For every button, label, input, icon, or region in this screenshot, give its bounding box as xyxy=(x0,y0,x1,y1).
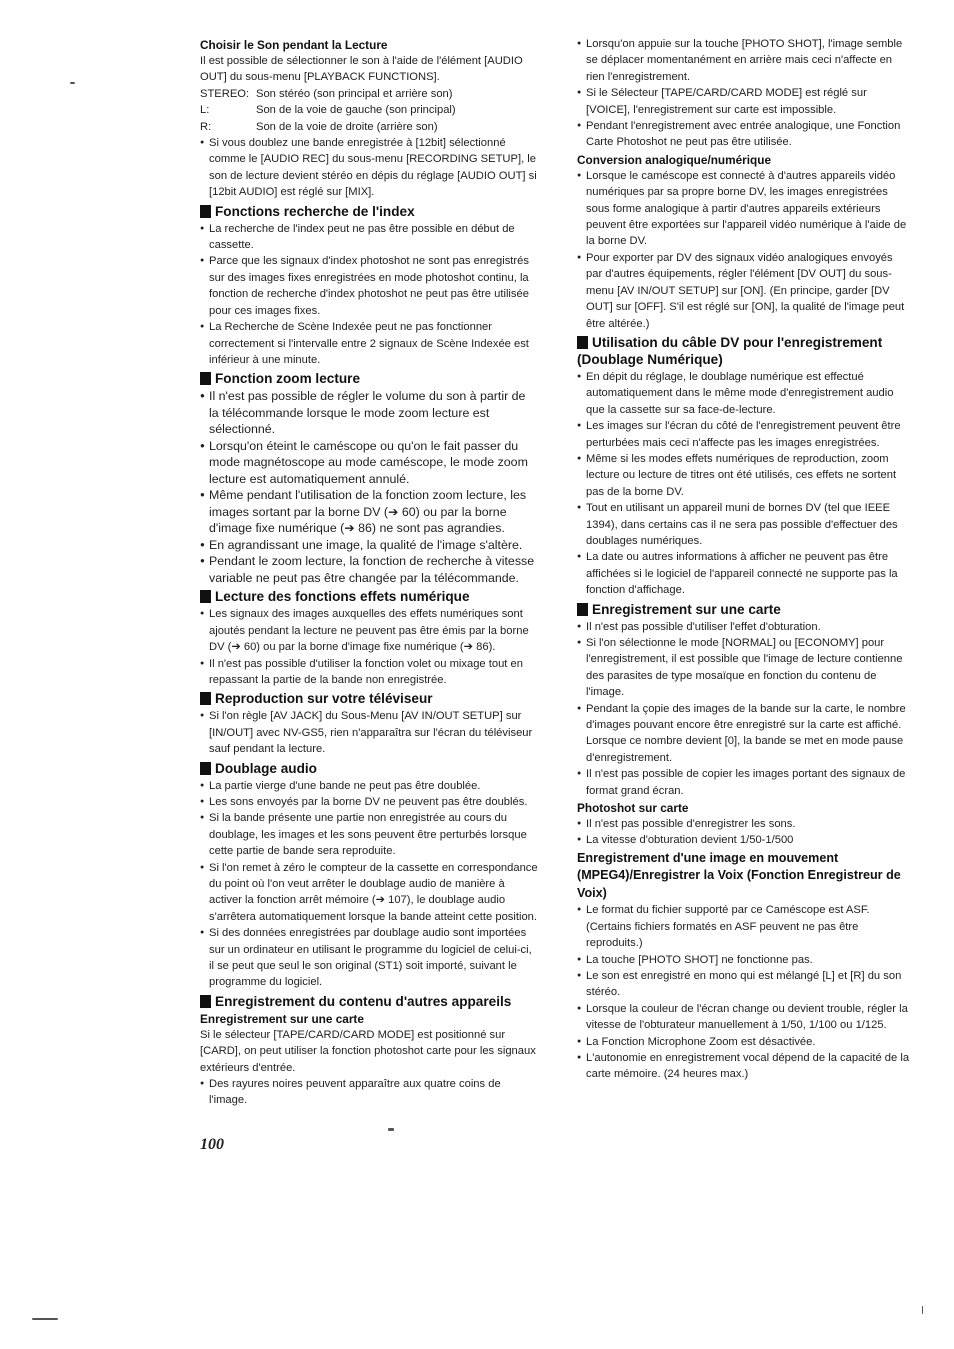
bullet-item: ● La partie vierge d'une bande ne peut pas être doublée. xyxy=(200,778,538,794)
section-intro: Il est possible de sélectionner le son à l'aide de l'élément [AUDIO OUT] du sous-menu [PLAYBACK FUNCTIONS]. xyxy=(200,55,523,84)
bullet-item: ● Même si les modes effets numériques de reproduction, zoom lecture ou lecture de titres ont été utilisés, ces effets ne sortent pas de la borne DV. xyxy=(577,451,911,500)
bullet-item: ● Il n'est pas possible de régler le volume du son à partir de la télécommande lorsque le mode zoom lecture est sélectionné. xyxy=(200,388,538,438)
bullet-item: ● La Fonction Microphone Zoom est désactivée. xyxy=(577,1034,911,1050)
section-subtitle: Conversion analogique/numérique xyxy=(577,152,772,167)
section-heading xyxy=(200,993,538,1010)
section-heading xyxy=(200,760,538,777)
bullet-item: ● La touche [PHOTO SHOT] ne fonctionne pas. xyxy=(577,952,911,968)
section-mpeg4-voice xyxy=(577,850,911,1083)
section-heading xyxy=(577,334,911,368)
bullet-item: ● Si l'on sélectionne le mode [NORMAL] ou [ECONOMY] pour l'enregistrement, il est possible que l'image de lecture contienne des parasites de type mosaïque en fonction du contenu de l'image. xyxy=(577,635,911,701)
bullet-list xyxy=(200,778,538,991)
square-bullet-icon xyxy=(577,603,588,616)
section-title: Doublage audio xyxy=(215,760,317,776)
left-column xyxy=(200,36,538,1109)
bullet-item: ● En dépit du réglage, le doublage numérique est effectué automatiquement dans le même mode d'enregistrement audio que la cassette sur sa face-de-lecture. xyxy=(577,369,911,418)
section-dv-cable-dubbing xyxy=(577,334,911,599)
section-heading xyxy=(200,203,538,220)
section-audio-dubbing xyxy=(200,760,538,991)
bullet-list xyxy=(200,606,538,688)
section-subtitle: Enregistrement d'une image en mouvement (MPEG4)/Enregistrer la Voix (Fonction Enregistreur de Voix) xyxy=(577,850,901,900)
section-card-recording xyxy=(577,601,911,799)
section-heading xyxy=(200,370,538,387)
bullet-item: ● La Recherche de Scène Indexée peut ne pas fonctionner correctement si l'intervalle entre 2 signaux de Scène Indexée est inférieur à une minute. xyxy=(200,319,538,368)
square-bullet-icon xyxy=(200,590,211,603)
bullet-list xyxy=(577,902,911,1082)
section-title: Reproduction sur votre téléviseur xyxy=(215,691,433,707)
definition-value: Son de la voie de droite (arrière son) xyxy=(256,120,438,133)
bullet-item: ● Tout en utilisant un appareil muni de bornes DV (tel que IEEE 1394), dans certains cas il ne sera pas possible d'effectuer des doublages numériques. xyxy=(577,500,911,549)
definition-row xyxy=(200,119,538,135)
square-bullet-icon xyxy=(200,995,211,1008)
page-number: 100 xyxy=(200,1136,224,1153)
bullet-item: ● Si vous doublez une bande enregistrée à [12bit] sélectionné comme le [AUDIO REC] du sous-menu [RECORDING SETUP], le son de lecture devient stéréo en dépis du réglage [AUDIO OUT] si [12bit AUDIO] est réglé sur [MIX]. xyxy=(200,135,538,201)
bullet-item: ● Lorsque la couleur de l'écran change ou devient trouble, régler la vitesse de l'obturateur manuellement à 1/50, 1/100 ou 1/125. xyxy=(577,1001,911,1034)
bullet-item: ● Il n'est pas possible de copier les images portant des signaux de format grand écran. xyxy=(577,766,911,799)
definition-key: STEREO: xyxy=(200,87,250,100)
bullet-list xyxy=(577,36,911,151)
bullet-list xyxy=(577,816,911,849)
bullet-item: ● Les sons envoyés par la borne DV ne peuvent pas être doublés. xyxy=(200,794,538,810)
section-title: Fonctions recherche de l'index xyxy=(215,203,415,219)
section-index-search xyxy=(200,203,538,369)
bullet-item: ● Si la bande présente une partie non enregistrée au cours du doublage, les images et les sons peuvent être perturbés lorsque cette partie de bande sera reproduite. xyxy=(200,810,538,859)
definition-value: Son de la voie de gauche (son principal) xyxy=(256,104,456,117)
bullet-item: ● En agrandissant une image, la qualité de l'image s'altère. xyxy=(200,537,538,554)
definition-key: R: xyxy=(200,120,212,133)
bullet-list xyxy=(200,388,538,586)
bullet-list xyxy=(200,708,538,757)
section-subtitle: Enregistrement sur une carte xyxy=(200,1011,364,1026)
section-digital-effects xyxy=(200,588,538,688)
section-heading xyxy=(577,601,911,618)
bullet-item: ● Parce que les signaux d'index photoshot ne sont pas enregistrés sur des images fixes enregistrées en mode photoshot continu, la fonction de recherche d'index photoshot ne peut pas être utilisée pour ces images fixes. xyxy=(200,253,538,319)
bullet-list xyxy=(200,135,538,201)
section-subtitle: Photoshot sur carte xyxy=(577,801,689,816)
bullet-item: ● Lorsqu'on appuie sur la touche [PHOTO SHOT], l'image semble se déplacer momentanément en arrière mais ceci n'affecte en rien l'enregistrement. xyxy=(577,36,911,85)
bullet-item: ● Pour exporter par DV des signaux vidéo analogiques envoyés par d'autres équipements, régler l'élément [DV OUT] du sous-menu [AV IN/OUT SETUP] sur [ON]. (En principe, garder [DV OUT] sur [OFF]. S'il est réglé sur [ON], la qualité de l'image peut être altérée.) xyxy=(577,250,911,332)
bullet-list xyxy=(577,619,911,799)
section-title: Lecture des fonctions effets numérique xyxy=(215,589,470,605)
scan-speck xyxy=(32,1318,58,1320)
definition-key: L: xyxy=(200,104,210,117)
section-heading xyxy=(200,690,538,707)
bullet-item: ● Si des données enregistrées par doublage audio sont importées sur un ordinateur en utilisant le programme du logiciel de celui-ci, il se peut que seul le son original (ST1) soit importé, suivant le programme du logiciel. xyxy=(200,925,538,991)
section-title: Enregistrement sur une carte xyxy=(592,601,781,617)
scan-speck xyxy=(922,1306,923,1314)
bullet-item: ● Pendant le zoom lecture, la fonction de recherche à vitesse variable ne peut pas être changée par la télécommande. xyxy=(200,553,538,586)
bullet-item: ● La vitesse d'obturation devient 1/50-1/500 xyxy=(577,832,911,848)
bullet-list xyxy=(200,221,538,369)
bullet-item: ● Pendant la çopie des images de la bande sur la carte, le nombre d'images pouvant encore être enregistré sur la carte est affiché. Lorsque ce nombre devient [0], la bande se met en mode pause d'enregistrement. xyxy=(577,701,911,767)
definition-value: Son stéréo (son principal et arrière son) xyxy=(256,87,453,100)
section-external-recording xyxy=(200,993,538,1109)
section-title: Choisir le Son pendant la Lecture xyxy=(200,38,388,52)
section-analog-digital-conversion xyxy=(577,152,911,332)
bullet-item: ● Le format du fichier supporté par ce Caméscope est ASF. (Certains fichiers formatés en ASF peuvent ne pas être reproduits.) xyxy=(577,902,911,951)
scan-speck xyxy=(70,82,75,84)
bullet-item: ● Il n'est pas possible d'enregistrer les sons. xyxy=(577,816,911,832)
square-bullet-icon xyxy=(200,762,211,775)
section-photoshot-card xyxy=(577,800,911,849)
section-intro: Si le sélecteur [TAPE/CARD/CARD MODE] est positionné sur [CARD], on peut utiliser la fonction photoshot carte pour les signaux extérieurs d'entrée. xyxy=(200,1028,536,1074)
bullet-item: ● Si le Sélecteur [TAPE/CARD/CARD MODE] est réglé sur [VOICE], l'enregistrement sur carte est impossible. xyxy=(577,85,911,118)
bullet-list xyxy=(577,369,911,599)
square-bullet-icon xyxy=(200,372,211,385)
bullet-item: ● La date ou autres informations à afficher ne peuvent pas être affichées si le logiciel de l'appareil connecté ne supporte pas la fonction d'affichage. xyxy=(577,549,911,598)
square-bullet-icon xyxy=(200,692,211,705)
section-audio-out xyxy=(200,37,538,201)
bullet-item: ● Les images sur l'écran du côté de l'enregistrement peuvent être perturbées mais ceci n'affecte pas les images enregistrées. xyxy=(577,418,911,451)
section-title: Fonction zoom lecture xyxy=(215,371,361,387)
bullet-list xyxy=(577,168,911,332)
bullet-list xyxy=(200,1076,538,1109)
bullet-item: ● Le son est enregistré en mono qui est mélangé [L] et [R] du son stéréo. xyxy=(577,968,911,1001)
section-heading xyxy=(200,588,538,605)
bullet-item: ● Il n'est pas possible d'utiliser l'effet d'obturation. xyxy=(577,619,911,635)
bullet-item: ● Les signaux des images auxquelles des effets numériques sont ajoutés pendant la lecture ne peuvent pas être émis par la borne DV (➔ 60) ou par la borne d'image fixe numérique (➔ 86). xyxy=(200,606,538,655)
scan-speck xyxy=(388,1128,394,1131)
bullet-item: ● La recherche de l'index peut ne pas être possible en début de cassette. xyxy=(200,221,538,254)
square-bullet-icon xyxy=(200,205,211,218)
bullet-item: ● Même pendant l'utilisation de la fonction zoom lecture, les images sortant par la borne DV (➔ 60) ou par la borne d'image fixe numérique (➔ 86) ne sont pas agrandies. xyxy=(200,487,538,537)
right-column xyxy=(577,36,911,1083)
bullet-item: ● Si l'on règle [AV JACK] du Sous-Menu [AV IN/OUT SETUP] sur [IN/OUT] avec NV-GS5, rien n'apparaîtra sur l'écran du téléviseur sauf pendant la lecture. xyxy=(200,708,538,757)
section-title: Enregistrement du contenu d'autres appareils xyxy=(215,993,512,1009)
section-tv-playback xyxy=(200,690,538,757)
bullet-item: ● Lorsque le caméscope est connecté à d'autres appareils vidéo numériques par sa propre borne DV, les images enregistrées sous forme analogique à partir d'autres appareils extérieurs peuvent être exportées sur l'appareil vidéo numérique à l'aide de la borne DV. xyxy=(577,168,911,250)
bullet-item: ● Des rayures noires peuvent apparaître aux quatre coins de l'image. xyxy=(200,1076,538,1109)
section-title: Utilisation du câble DV pour l'enregistrement (Doublage Numérique) xyxy=(577,334,883,367)
square-bullet-icon xyxy=(577,336,588,349)
bullet-item: ● Lorsqu'on éteint le caméscope ou qu'on le fait passer du mode magnétoscope au mode caméscope, le mode zoom lecture est automatiquement annulé. xyxy=(200,438,538,488)
bullet-item: ● L'autonomie en enregistrement vocal dépend de la capacité de la carte mémoire. (24 heures max.) xyxy=(577,1050,911,1083)
definition-row xyxy=(200,102,538,118)
section-zoom-playback xyxy=(200,370,538,586)
bullet-item: ● Si l'on remet à zéro le compteur de la cassette en correspondance du point où l'on veut arrêter le doublage audio de manière à activer la fonction arrêt mémoire (➔ 107), le doublage audio s'arrêtera automatiquement lorsque la bande atteint cette position. xyxy=(200,860,538,926)
definition-row xyxy=(200,86,538,102)
bullet-item: ● Pendant l'enregistrement avec entrée analogique, une Fonction Carte Photoshot ne peut pas être utilisée. xyxy=(577,118,911,151)
bullet-item: ● Il n'est pas possible d'utiliser la fonction volet ou mixage tout en repassant la partie de la bande non enregistrée. xyxy=(200,656,538,689)
